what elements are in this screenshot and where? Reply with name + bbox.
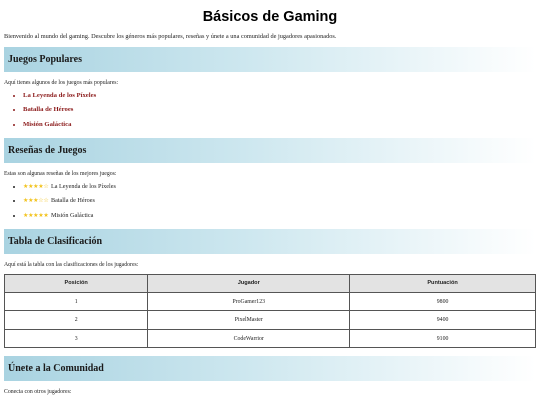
table-cell: 9400 [350,311,536,330]
star-rating-icon: ★★★★☆ [23,182,49,190]
list-item [23,92,536,99]
table-cell: 9100 [350,329,536,348]
intro-text: Bienvenido al mundo del gaming. Descubre los géneros más populares, reseñas y únete a una comunidad de jugadores apasionados. [4,33,337,40]
table-row [5,329,536,348]
table-cell: 3 [5,329,148,348]
review-title: La Leyenda de los Píxeles [50,182,116,190]
list-item [23,121,536,128]
section-heading-community: Únete a la Comunidad [4,356,536,381]
game-link[interactable]: La Leyenda de los Píxeles [23,92,97,99]
table-row [5,292,536,311]
table-cell: 2 [5,311,148,330]
game-link[interactable]: Batalla de Héroes [23,106,74,114]
community-description: Conecta con otros jugadores: [4,389,72,396]
leaderboard-table [4,274,536,349]
star-rating-icon: ★★★★★ [23,211,49,219]
section-heading-popular: Juegos Populares [4,47,536,72]
section-heading-leaderboard: Tabla de Clasificación [4,229,536,254]
table-cell: ProGamer123 [148,292,350,311]
column-header-player: Jugador [148,274,350,292]
table-header-row [5,274,536,292]
review-title: Misión Galáctica [50,211,94,219]
table-row [5,311,536,330]
table-cell: PixelMaster [148,311,350,330]
section-heading-reviews: Reseñas de Juegos [4,138,536,163]
popular-description: Aquí tienes algunos de los juegos más populares: [4,80,119,86]
list-item [23,212,536,219]
page [0,9,540,395]
column-header-position: Posición [5,274,148,292]
game-link[interactable]: Misión Galáctica [23,120,72,128]
page-title: Básicos de Gaming [202,9,338,25]
leaderboard-description: Aquí está la tabla con las clasificaciones de los jugadores: [4,261,139,268]
popular-games-list [4,92,536,128]
star-rating-icon: ★★★☆☆ [23,197,49,205]
review-title: Batalla de Héroes [50,197,95,205]
reviews-list [4,183,536,219]
table-cell: CodeWarrior [148,329,350,348]
list-item [23,183,536,190]
list-item [23,197,536,204]
table-cell: 1 [5,292,148,311]
reviews-description: Estas son algunas reseñas de los mejores juegos: [4,170,117,177]
column-header-score: Puntuación [350,274,536,292]
table-cell: 9800 [350,292,536,311]
list-item [23,106,536,113]
